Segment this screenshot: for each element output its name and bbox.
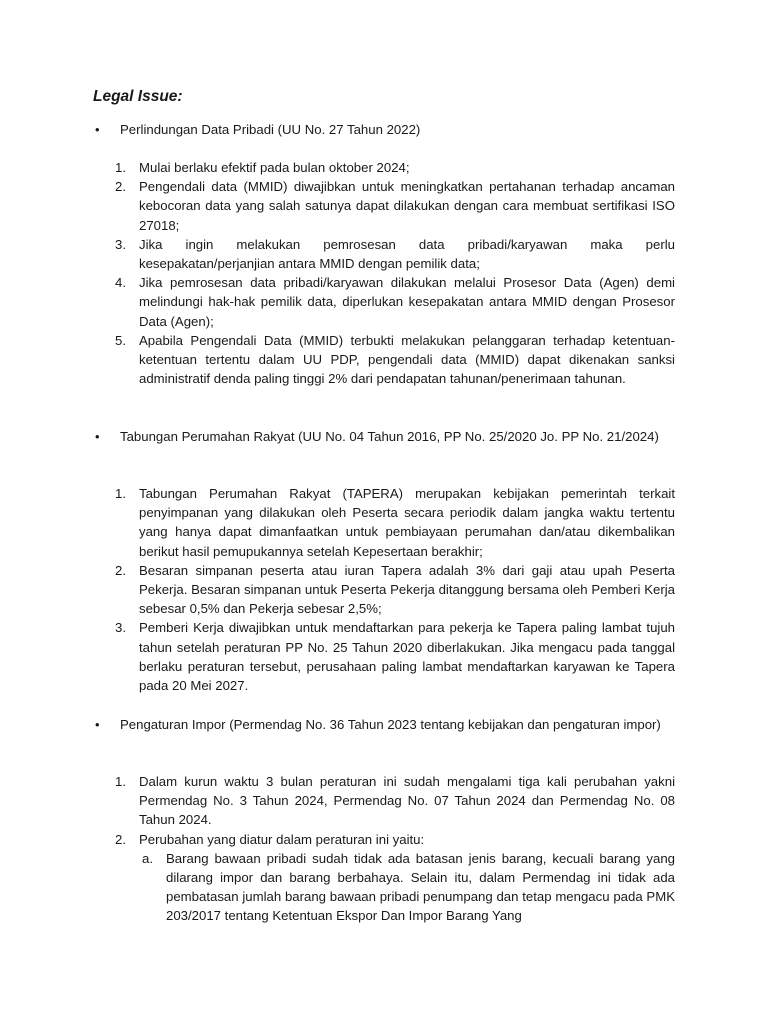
list-item	[112, 331, 675, 389]
section-3-title: Pengaturan Impor (Permendag No. 36 Tahun 2023 tentang kebijakan dan pengaturan impor)	[120, 717, 661, 732]
list-number: 2.	[115, 179, 126, 195]
sublist	[112, 849, 675, 926]
document-heading: Legal Issue:	[93, 88, 183, 105]
section-3-list	[112, 772, 675, 926]
sublist-text: Barang bawaan pribadi sudah tidak ada batasan jenis barang, kecuali barang yang dilarang impor dan barang berbahaya. Selain itu, dalam Permendag ini tidak ada pembatasan jumlah barang bawaan pribadi penumpang dan tetap mengacu pada PMK 203/2017 tentang Ketentuan Ekspor Dan Impor Barang Yang	[166, 850, 675, 924]
list-item	[112, 772, 675, 830]
bullet-icon: •	[95, 122, 100, 137]
section-1-list	[112, 158, 675, 388]
list-text: Tabungan Perumahan Rakyat (TAPERA) merupakan kebijakan pemerintah terkait penyimpanan yang dilakukan oleh Peserta secara periodik dalam jangka waktu tertentu yang hanya dapat dimanfaatkan untuk pembiayaan perumahan dan/atau dikembalikan berikut hasil pemupukannya setelah Kepesertaan berakhir;	[139, 486, 675, 559]
list-text: Jika ingin melakukan pemrosesan data pribadi/karyawan maka perlu kesepakatan/perjanjian antara MMID dengan pemilik data;	[139, 236, 675, 272]
section-2-title: Tabungan Perumahan Rakyat (UU No. 04 Tahun 2016, PP No. 25/2020 Jo. PP No. 21/2024)	[120, 429, 659, 444]
bullet-icon: •	[95, 717, 100, 732]
list-item	[112, 830, 675, 849]
list-item	[112, 484, 675, 561]
section-2-list	[112, 484, 675, 695]
list-item	[112, 177, 675, 235]
section-1-bullet	[93, 120, 675, 139]
list-item	[112, 273, 675, 331]
list-number: 1.	[115, 486, 126, 501]
list-number: 1.	[115, 160, 126, 175]
list-text: Apabila Pengendali Data (MMID) terbukti melakukan pelanggaran terhadap ketentuan-ketentuan tertentu dalam UU PDP, pengendali data (MMID) dapat dikenakan sanksi administratif denda paling tinggi 2% dari pendapatan tahunan/penerimaan tahunan.	[139, 332, 675, 387]
list-text: Dalam kurun waktu 3 bulan peraturan ini sudah mengalami tiga kali perubahan yakni Permendag No. 3 Tahun 2024, Permendag No. 07 Tahun 2024 dan Permendag No. 08 Tahun 2024.	[139, 774, 675, 828]
list-text: Perubahan yang diatur dalam peraturan ini yaitu:	[139, 831, 425, 847]
list-number: 1.	[115, 774, 126, 789]
section-3-bullet	[93, 715, 675, 734]
list-item	[112, 235, 675, 273]
list-item	[112, 618, 675, 695]
list-number: 2.	[115, 562, 126, 578]
list-text: Pemberi Kerja diwajibkan untuk mendaftarkan para pekerja ke Tapera paling lambat tujuh tahun setelah peraturan PP No. 25 Tahun 2020 diberlakukan. Jika mengacu pada tanggal berlaku peraturan tersebut, perusahaan paling lambat mendaftarkan karyawan ke Tapera pada 20 Mei 2027.	[139, 620, 675, 694]
list-number: 2.	[115, 831, 126, 847]
list-number: 5.	[115, 332, 126, 348]
list-item	[112, 561, 675, 619]
sublist-letter: a.	[142, 850, 153, 866]
list-text: Jika pemrosesan data pribadi/karyawan dilakukan melalui Prosesor Data (Agen) demi melindungi hak-hak pemilik data, diperlukan kesepakatan antara MMID dengan Prosesor Data (Agen);	[139, 275, 675, 329]
list-item	[112, 158, 675, 177]
bullet-icon: •	[95, 429, 100, 444]
list-number: 3.	[115, 236, 126, 252]
section-2-bullet	[93, 427, 675, 446]
sublist-item	[139, 849, 675, 926]
list-number: 3.	[115, 620, 126, 636]
list-text: Besaran simpanan peserta atau iuran Tapera adalah 3% dari gaji atau upah Peserta Pekerja. Besaran simpanan untuk Peserta Pekerja ditanggung bersama oleh Pemberi Kerja sebesar 0,5% dan Pekerja sebesar 2,5%;	[139, 562, 675, 617]
list-number: 4.	[115, 275, 126, 291]
list-text: Mulai berlaku efektif pada bulan oktober 2024;	[139, 160, 410, 175]
list-text: Pengendali data (MMID) diwajibkan untuk meningkatkan pertahanan terhadap ancaman kebocoran data yang salah satunya dapat dilakukan dengan cara membuat sertifikasi ISO 27018;	[139, 179, 675, 233]
section-1-title: Perlindungan Data Pribadi (UU No. 27 Tahun 2022)	[120, 122, 421, 137]
